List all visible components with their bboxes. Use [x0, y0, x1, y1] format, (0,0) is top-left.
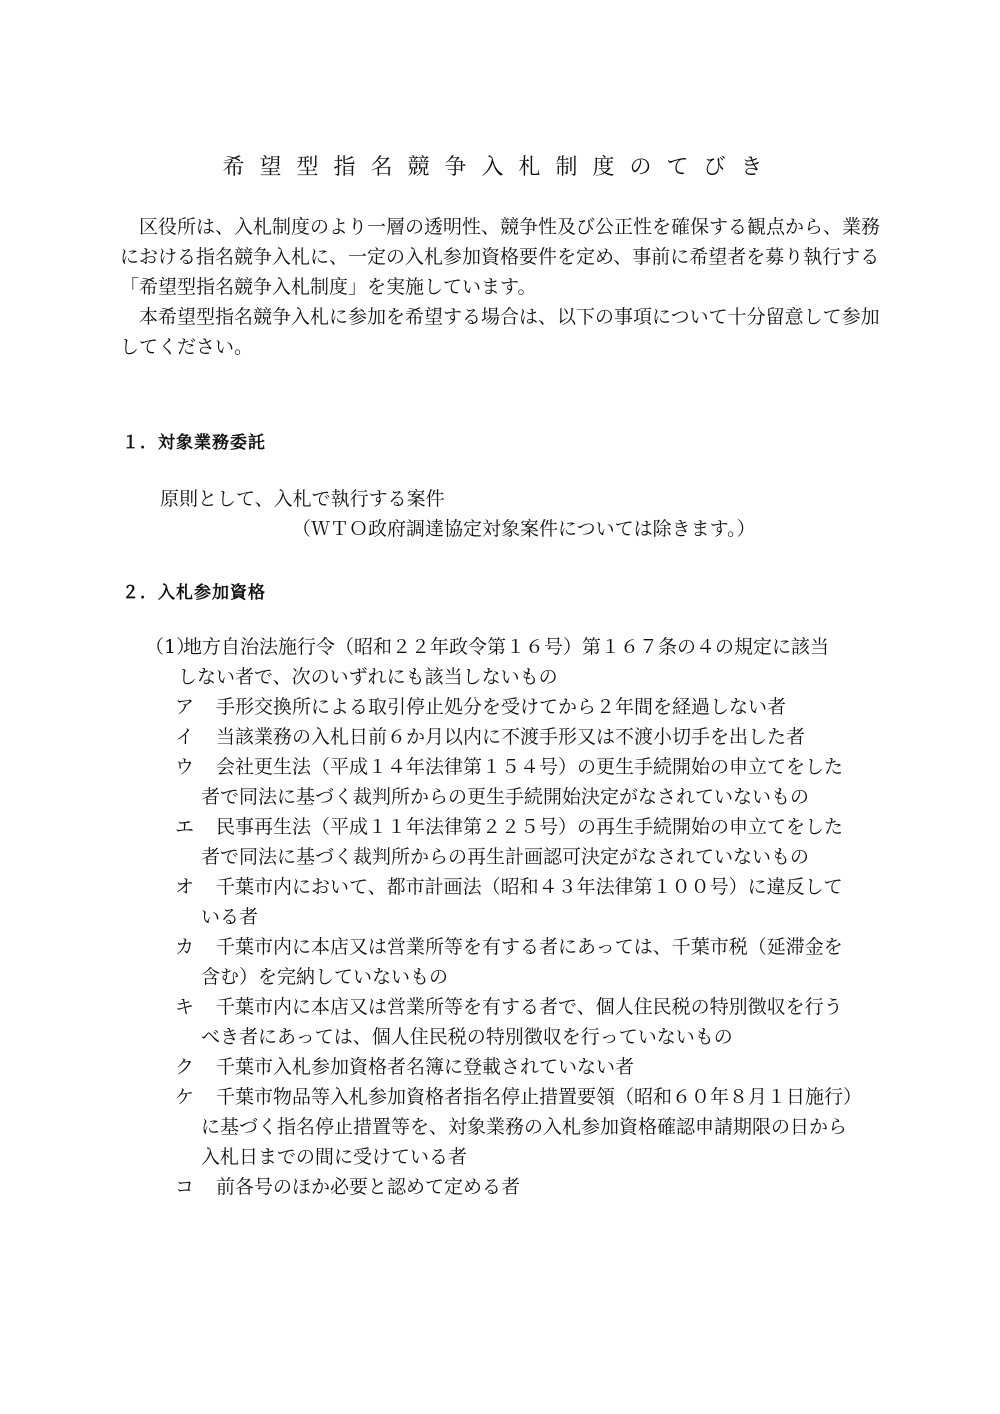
list-item	[175, 1082, 890, 1172]
list-item-text-continued: 入札日までの間に受けている者	[201, 1146, 468, 1168]
list-item-mark: カ	[175, 936, 195, 958]
section1-note: （ＷＴＯ政府調達協定対象案件については除きます。）	[292, 518, 756, 540]
item-text-line-2: しない者で、次のいずれにも該当しないもの	[178, 666, 558, 688]
list-item	[175, 1052, 890, 1082]
list-item	[175, 992, 890, 1052]
list-item-text-continued: いる者	[201, 906, 259, 928]
list-item-mark: イ	[175, 726, 195, 748]
list-item-mark: ク	[175, 1056, 195, 1078]
list-item	[175, 932, 890, 992]
list-item	[175, 752, 890, 812]
list-item-mark: オ	[175, 876, 195, 898]
sub-item-list	[175, 692, 890, 1202]
list-item-mark: ケ	[175, 1086, 195, 1108]
intro-text	[120, 212, 890, 362]
list-item-mark: エ	[175, 816, 195, 838]
list-item-text-continued: 含む）を完納していないもの	[201, 966, 449, 988]
list-item-text-continued: べき者にあっては、個人住民税の特別徴収を行っていないもの	[201, 1026, 733, 1048]
list-item-text: 当該業務の入札日前６か月以内に不渡手形又は不渡小切手を出した者	[216, 726, 806, 748]
list-item-text: 千葉市物品等入札参加資格者指名停止措置要領（昭和６０年８月１日施行）	[216, 1086, 863, 1108]
item-text-line-1: 地方自治法施行令（昭和２２年政令第１６号）第１６７条の４の規定に該当	[183, 636, 830, 658]
eligibility-item-1	[145, 632, 890, 692]
list-item	[175, 812, 890, 872]
list-item-text: 千葉市入札参加資格者名簿に登載されていない者	[216, 1056, 635, 1078]
list-item	[175, 722, 890, 752]
list-item-text: 民事再生法（平成１１年法律第２２５号）の再生手続開始の申立てをした	[216, 816, 844, 838]
section1-body: 原則として、入札で執行する案件	[160, 488, 445, 510]
document-title: 希望型指名競争入札制度のてびき	[222, 155, 778, 180]
list-item-text-continued: に基づく指名停止措置等を、対象業務の入札参加資格確認申請期限の日から	[201, 1116, 848, 1138]
intro-paragraph-2: 本希望型指名競争入札に参加を希望する場合は、以下の事項について十分留意して参加してください。	[120, 306, 880, 358]
item-number: （1）	[145, 636, 196, 658]
section-heading-eligibility: ２．入札参加資格	[122, 583, 266, 603]
section-heading-target-services: １．対象業務委託	[122, 433, 266, 453]
list-item	[175, 1172, 890, 1202]
list-item-text: 千葉市内に本店又は営業所等を有する者で、個人住民税の特別徴収を行う	[216, 996, 843, 1018]
intro-paragraph-1: 区役所は、入札制度のより一層の透明性、競争性及び公正性を確保する観点から、業務における指名競争入札に、一定の入札参加資格要件を定め、事前に希望者を募り執行する「希望型指名競争入札制度」を実施しています。	[120, 216, 881, 298]
list-item-mark: ウ	[175, 756, 195, 778]
list-item-text-continued: 者で同法に基づく裁判所からの更生手続開始決定がなされていないもの	[201, 786, 810, 808]
list-item-mark: キ	[175, 996, 195, 1018]
list-item-mark: コ	[175, 1176, 195, 1198]
list-item-text: 千葉市内において、都市計画法（昭和４３年法律第１００号）に違反して	[216, 876, 843, 898]
eligibility-list	[145, 632, 890, 1202]
list-item-text-continued: 者で同法に基づく裁判所からの再生計画認可決定がなされていないもの	[201, 846, 810, 868]
list-item-text: 会社更生法（平成１４年法律第１５４号）の更生手続開始の申立てをした	[216, 756, 844, 778]
list-item-text: 前各号のほか必要と認めて定める者	[216, 1176, 521, 1198]
list-item	[175, 692, 890, 722]
list-item-mark: ア	[175, 696, 195, 718]
list-item-text: 手形交換所による取引停止処分を受けてから２年間を経過しない者	[216, 696, 787, 718]
list-item	[175, 872, 890, 932]
list-item-text: 千葉市内に本店又は営業所等を有する者にあっては、千葉市税（延滞金を	[216, 936, 843, 958]
